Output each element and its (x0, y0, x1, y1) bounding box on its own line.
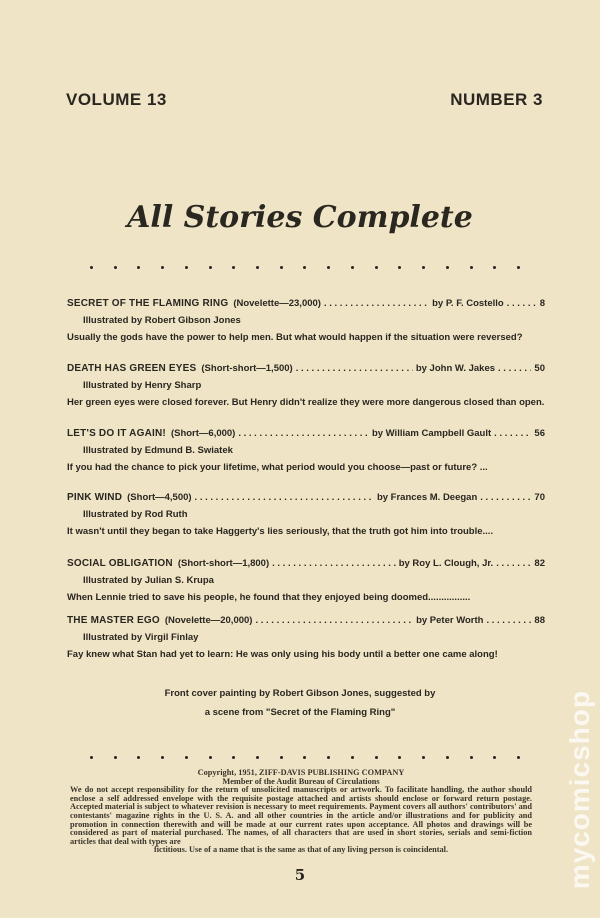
leader-dots (324, 297, 429, 310)
story-illustrator: Illustrated by Virgil Finlay (83, 632, 199, 643)
story-title: SOCIAL OBLIGATION (67, 558, 173, 569)
story-title: THE MASTER EGO (67, 615, 160, 626)
story-blurb: If you had the chance to pick your lifetime, what period would you choose—past or future? ... (67, 462, 488, 473)
leader-dots (507, 297, 537, 310)
story-title: LET'S DO IT AGAIN! (67, 428, 166, 439)
story-title: SECRET OF THE FLAMING RING (67, 298, 229, 309)
legal-notice (70, 769, 532, 855)
story-author: by P. F. Costello (432, 298, 504, 309)
cover-credit-line: a scene from "Secret of the Flaming Ring" (204, 707, 396, 718)
story-author: by William Campbell Gault (371, 428, 492, 439)
story-blurb: Fay knew what Stan had yet to learn: He was only using his body until a better one came along! (67, 649, 498, 660)
story-author: by Peter Worth (416, 615, 484, 626)
watermark: mycomicshop (564, 690, 595, 890)
story-blurb: Her green eyes were closed forever. But Henry didn't realize they were more dangerous closed than open. (67, 397, 545, 408)
story-author: by Frances M. Deegan (376, 492, 478, 503)
toc-entry (67, 557, 545, 614)
leader-dots (480, 491, 531, 504)
leader-dots (255, 614, 413, 627)
legal-body: We do not accept responsibility for the return of unsolicited manuscripts or artwork. To facilitate handling, the author should enclose a self addressed envelope with the requisite postage attached and artists should enclose or forward return postage. Accepted material is subject to whatever revision is necessary to meet requirements. Payment covers all authors' contributors' and contestants' magazine rights in the U. S. A. and all other countries in the article and/or illustrations and for publicity and promotion in connection therewith and will be made at our current rates upon acceptance. All photos and drawings will be considered as part of material purchased. The names, of all characters that are used in short stories, serials and semi-fiction articles that deal with types are (70, 785, 532, 846)
story-page: 56 (534, 428, 545, 439)
copyright: Copyright, 1951, ZIFF-DAVIS PUBLISHING COMPANY (197, 768, 405, 777)
story-length: (Short—4,500) (127, 492, 192, 503)
volume-label: VOLUME 13 (66, 90, 167, 109)
story-page: 8 (539, 298, 545, 309)
toc-entry (67, 362, 545, 427)
cover-credit-line: Front cover painting by Robert Gibson Jones, suggested by (164, 688, 436, 699)
story-illustrator: Illustrated by Rod Ruth (83, 509, 188, 520)
story-author: by John W. Jakes (415, 363, 496, 374)
toc-entry (67, 614, 545, 661)
page-title: All Stories Complete (127, 200, 473, 235)
story-illustrator: Illustrated by Henry Sharp (83, 380, 202, 391)
leader-dots (195, 491, 374, 504)
story-title: DEATH HAS GREEN EYES (67, 363, 197, 374)
leader-dots (272, 557, 396, 570)
leader-dots (486, 614, 531, 627)
story-author: by Roy L. Clough, Jr. (398, 558, 494, 569)
leader-dots (494, 427, 531, 440)
membership: Member of the Audit Bureau of Circulations (222, 776, 380, 786)
story-title: PINK WIND (67, 492, 123, 503)
number-label: NUMBER 3 (450, 90, 543, 109)
story-illustrator: Illustrated by Robert Gibson Jones (83, 315, 241, 326)
leader-dots (498, 362, 531, 375)
page-number: 5 (294, 866, 306, 884)
leader-dots (496, 557, 531, 570)
story-length: (Novelette—23,000) (233, 298, 321, 309)
table-of-contents (67, 297, 545, 661)
leader-dots (238, 427, 369, 440)
story-length: (Short-short—1,500) (201, 363, 293, 374)
toc-entry (67, 297, 545, 362)
story-illustrator: Illustrated by Julian S. Krupa (83, 575, 214, 586)
story-length: (Novelette—20,000) (164, 615, 253, 626)
story-page: 50 (534, 363, 545, 374)
story-blurb: Usually the gods have the power to help men. But what would happen if the situation were reversed? (67, 332, 523, 343)
legal-last-line: fictitious. Use of a name that is the same as that of any living person is coincidental. (153, 845, 449, 855)
dot-divider (90, 756, 520, 759)
leader-dots (296, 362, 413, 375)
story-page: 88 (534, 615, 545, 626)
story-page: 82 (534, 558, 545, 569)
dot-divider (90, 266, 520, 269)
toc-entry (67, 491, 545, 557)
story-blurb: When Lennie tried to save his people, he found that they enjoyed being doomed................ (67, 592, 471, 603)
toc-entry (67, 427, 545, 491)
story-blurb: It wasn't until they began to take Haggerty's lies seriously, that the truth got him into trouble.... (67, 526, 494, 537)
story-length: (Short—6,000) (170, 428, 236, 439)
story-page: 70 (534, 492, 545, 503)
story-illustrator: Illustrated by Edmund B. Swiatek (83, 445, 233, 456)
cover-credit (0, 684, 600, 722)
story-length: (Short-short—1,800) (177, 558, 270, 569)
